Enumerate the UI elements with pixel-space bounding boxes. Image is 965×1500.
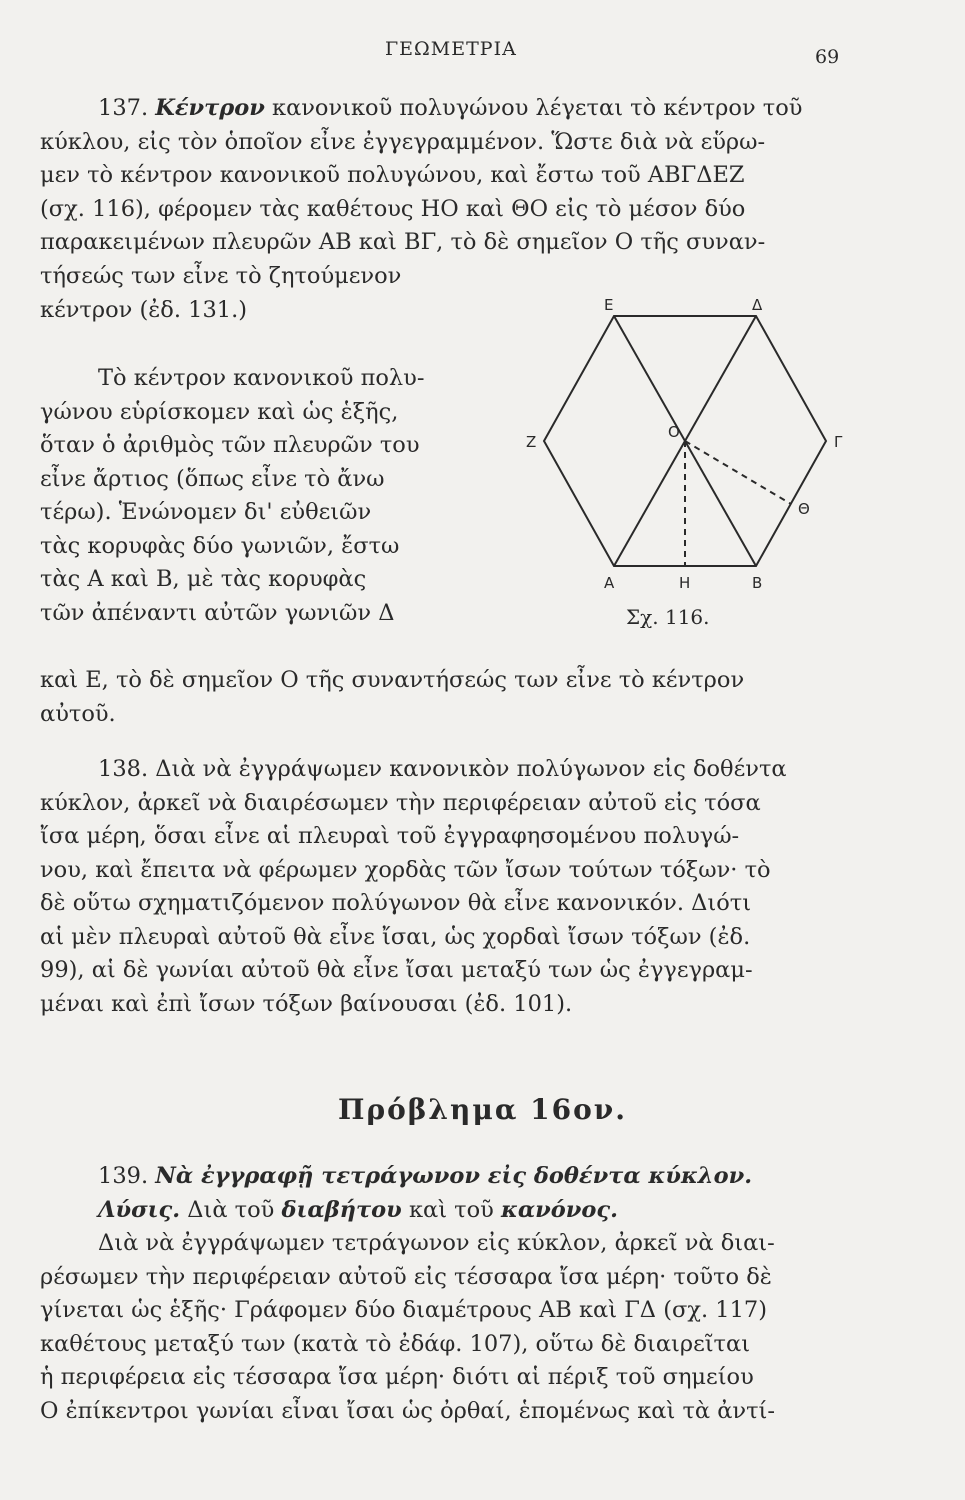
text-line: Διὰ νὰ ἐγγράψωμεν τετράγωνον εἰς κύκλον, ἀρκεῖ νὰ διαι- xyxy=(98,1230,775,1256)
section-137-first-line xyxy=(40,92,880,126)
text-line: τὰς Α καὶ Β, μὲ τὰς κορυφὰς xyxy=(40,566,367,592)
solution-line xyxy=(40,1194,880,1228)
tool-ruler: κανόνος. xyxy=(501,1196,618,1223)
section-138-first-line xyxy=(40,753,880,787)
section-137 xyxy=(40,92,880,260)
text-line: καὶ Ε, τὸ δὲ σημεῖον Ο τῆς συναντήσεώς των εἶνε τὸ κέντρον xyxy=(40,667,745,693)
problem-heading: Πρόβλημα 16ον. xyxy=(338,1093,627,1126)
label-th: Θ xyxy=(798,500,810,518)
solution-and: καὶ τοῦ xyxy=(408,1196,494,1223)
text-line: γώνου εὑρίσκομεν καὶ ὡς ἑξῆς, xyxy=(40,398,399,425)
text-line: αἱ μὲν πλευραὶ αὐτοῦ θὰ εἶνε ἴσαι, ὡς χορδαὶ ἴσων τόξων (ἐδ. xyxy=(40,923,751,950)
solution-label: Λύσις. xyxy=(98,1196,181,1223)
tool-compass: διαβήτου xyxy=(281,1196,402,1223)
text-line: Διὰ νὰ ἐγγράψωμεν κανονικὸν πολύγωνον εἰς δοθέντα xyxy=(155,756,787,782)
section-number: 137. xyxy=(98,95,149,121)
label-g: Γ xyxy=(834,433,843,451)
solution-intro: Διὰ τοῦ xyxy=(187,1196,275,1223)
running-title: ΓΕΩΜΕΤΡΙΑ xyxy=(385,38,517,60)
text-line: ὅταν ὁ ἀριθμὸς τῶν πλευρῶν του xyxy=(40,432,420,458)
text-line: τὰς κορυφὰς δύο γωνιῶν, ἔστω xyxy=(40,532,400,559)
text-line: τέρω). Ἑνώνομεν δι' εὐθειῶν xyxy=(40,499,372,525)
text-line: ρέσωμεν τὴν περιφέρειαν αὐτοῦ εἰς τέσσαρα ἴσα μέρη· τοῦτο δὲ xyxy=(40,1263,772,1290)
section-number: 138. xyxy=(98,756,149,782)
label-d: Δ xyxy=(752,296,763,314)
paragraph-center-narrow xyxy=(40,362,485,630)
text-line: νου, καὶ ἔπειτα νὰ φέρωμεν χορδὰς τῶν ἴσων τούτων τόξων· τὸ xyxy=(40,856,771,883)
text-line: μέναι καὶ ἐπὶ ἴσων τόξων βαίνουσαι (ἐδ. 101). xyxy=(40,990,573,1017)
statement-text: Νὰ ἐγγραφῇ τετράγωνον εἰς δοθέντα κύκλον. xyxy=(155,1163,753,1189)
text-line: κανονικοῦ πολυγώνου λέγεται τὸ κέντρον τοῦ xyxy=(272,95,803,121)
text-line: κύκλον, ἀρκεῖ νὰ διαιρέσωμεν τὴν περιφέρειαν αὐτοῦ εἰς τόσα xyxy=(40,789,761,816)
text-line: μεν τὸ κέντρον κανονικοῦ πολυγώνου, καὶ ἔστω τοῦ ΑΒΓΔΕΖ xyxy=(40,162,745,188)
figure-caption: Σχ. 116. xyxy=(626,605,710,629)
text-line: ἴσα μέρη, ὅσαι εἶνε αἱ πλευραὶ τοῦ ἐγγραφησομένου πολυγώ- xyxy=(40,823,740,849)
paragraph-center-continuation xyxy=(40,664,880,731)
label-b: Β xyxy=(752,574,763,592)
text-line: κύκλου, εἰς τὸν ὁποῖον εἶνε ἐγγεγραμμένον. Ὥστε διὰ νὰ εὕρω- xyxy=(40,128,766,155)
text-line: τήσεώς των εἶνε τὸ ζητούμενον xyxy=(40,263,402,289)
text-line: καθέτους μεταξύ των (κατὰ τὸ ἐδάφ. 107), οὕτω δὲ διαιρεῖται xyxy=(40,1330,751,1357)
section-137-narrow xyxy=(40,260,485,327)
section-139 xyxy=(40,1160,880,1428)
figure-116-hexagon xyxy=(500,296,880,636)
label-h: Η xyxy=(679,574,691,592)
label-e: Ε xyxy=(604,296,614,314)
label-a: Α xyxy=(604,574,615,592)
label-o: Ο xyxy=(668,423,680,441)
text-line: γίνεται ὡς ἑξῆς· Γράφομεν δύο διαμέτρους ΑΒ καὶ ΓΔ (σχ. 117) xyxy=(40,1297,768,1323)
text-line: Τὸ κέντρον κανονικοῦ πολυ- xyxy=(98,365,425,391)
text-line: κέντρον (ἐδ. 131.) xyxy=(40,296,248,323)
section-number: 139. xyxy=(98,1163,149,1189)
section-138 xyxy=(40,753,880,1021)
problem-statement xyxy=(40,1160,880,1194)
text-line: αὐτοῦ. xyxy=(40,700,116,727)
text-line: 99), αἱ δὲ γωνίαι αὐτοῦ θὰ εἶνε ἴσαι μεταξύ των ὡς ἐγγεγραμ- xyxy=(40,957,753,983)
text-line: ἡ περιφέρεια εἰς τέσσαρα ἴσα μέρη· διότι αἱ πέριξ τοῦ σημείου xyxy=(40,1364,754,1390)
page-number: 69 xyxy=(815,46,840,68)
text-line: τῶν ἀπέναντι αὐτῶν γωνιῶν Δ xyxy=(40,599,395,626)
text-line: (σχ. 116), φέρομεν τὰς καθέτους ΗΟ καὶ ΘΟ εἰς τὸ μέσον δύο xyxy=(40,195,746,222)
text-line: εἶνε ἄρτιος (ὅπως εἶνε τὸ ἄνω xyxy=(40,465,385,492)
defined-term: Κέντρον xyxy=(155,95,265,121)
label-z: Ζ xyxy=(526,433,537,451)
text-line: παρακειμένων πλευρῶν ΑΒ καὶ ΒΓ, τὸ δὲ σημεῖον Ο τῆς συναν- xyxy=(40,229,766,255)
text-line: δὲ οὕτω σχηματιζόμενον πολύγωνον θὰ εἶνε κανονικόν. Διότι xyxy=(40,890,752,916)
running-head xyxy=(0,38,965,68)
text-line: Ο ἐπίκεντροι γωνίαι εἶναι ἴσαι ὡς ὀρθαί, ἑπομένως καὶ τὰ ἀντί- xyxy=(40,1397,775,1424)
perpendicular-oth xyxy=(685,441,791,504)
